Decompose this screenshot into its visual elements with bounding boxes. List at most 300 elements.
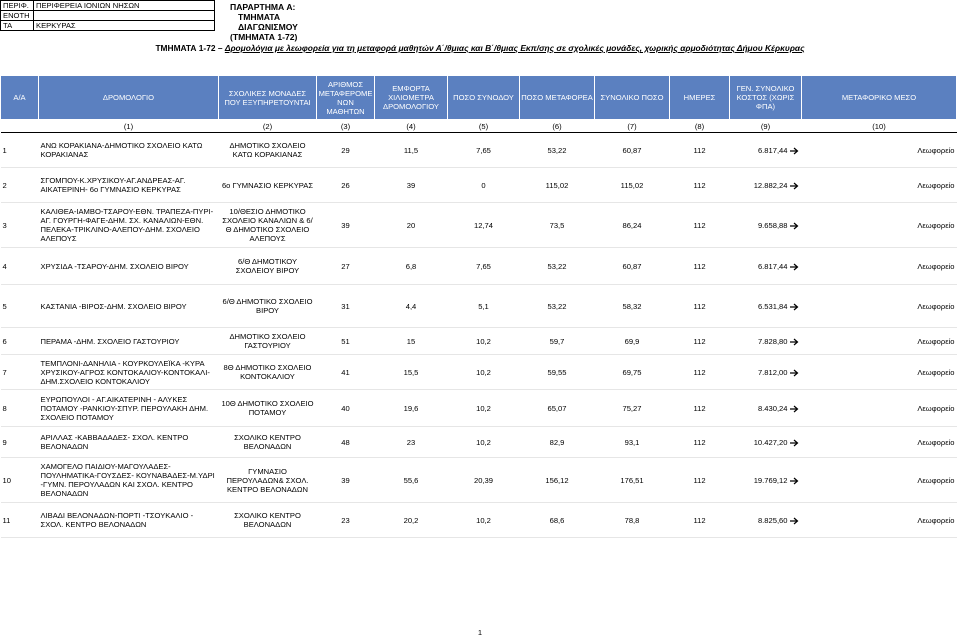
students-cell <box>317 133 375 168</box>
vehicle-cell-text: Λεωφορείο <box>917 220 955 230</box>
schools-cell-text: 8Θ ΔΗΜΟΤΙΚΟ ΣΧΟΛΕΙΟ ΚΟΝΤΟΚΑΛΙΟΥ <box>223 363 312 381</box>
col-header: ΓΕΝ. ΣΥΝΟΛΙΚΟ ΚΟΣΤΟΣ (ΧΩΡΙΣ ΦΠΑ) <box>730 76 802 120</box>
days-cell <box>670 390 730 427</box>
arrow-right-icon <box>788 369 800 377</box>
route-cell-text: ΠΕΡΑΜΑ -ΔΗΜ. ΣΧΟΛΕΙΟ ΓΑΣΤΟΥΡΙΟΥ <box>40 336 180 346</box>
value-ta: ΚΕΡΚΥΡΑΣ <box>34 21 215 31</box>
escort-cell-text: 0 <box>481 180 486 190</box>
schools-cell-text: 6ο ΓΥΜΝΑΣΙΟ ΚΕΡΚΥΡΑΣ <box>221 180 314 190</box>
col-header: ΣΧΟΛΙΚΕΣ ΜΟΝΑΔΕΣ ΠΟΥ ΕΞΥΠΗΡΕΤΟΥΝΤΑΙ <box>219 76 317 120</box>
table-row <box>1 328 957 355</box>
route-cell-text: ΚΑΣΤΑΝΙΑ -ΒΙΡΟΣ-ΔΗΜ. ΣΧΟΛΕΙΟ ΒΙΡΟΥ <box>40 301 187 311</box>
total-cell <box>595 503 670 538</box>
route-cell <box>39 203 219 248</box>
students-cell <box>317 203 375 248</box>
col-header: ΜΕΤΑΦΟΡΙΚΟ ΜΕΣΟ <box>802 76 957 120</box>
route-cell-text: ΑΝΩ ΚΟΡΑΚΙΑΝΑ-ΔΗΜΟΤΙΚΟ ΣΧΟΛΕΙΟ ΚΑΤΩ ΚΟΡΑΚΙΑΝΑΣ <box>40 141 203 159</box>
region-info-box <box>0 0 215 40</box>
route-cell <box>39 133 219 168</box>
cost-cell-text: 19.769,12 <box>753 475 788 485</box>
days-cell-text: 112 <box>693 403 706 413</box>
row-number <box>1 133 39 168</box>
col-number: (6) <box>520 120 595 133</box>
cost-cell <box>730 285 802 328</box>
schools-cell-text: ΣΧΟΛΙΚΟ ΚΕΝΤΡΟ ΒΕΛΟΝΑΔΩΝ <box>234 433 301 451</box>
carrier-cell <box>520 458 595 503</box>
total-cell-text: 69,9 <box>624 336 640 346</box>
km-cell-text: 6,8 <box>405 261 417 271</box>
days-cell-text: 112 <box>693 145 706 155</box>
escort-cell <box>448 285 520 328</box>
total-cell <box>595 328 670 355</box>
cost-cell <box>730 248 802 285</box>
vehicle-cell <box>802 458 957 503</box>
cost-cell <box>730 355 802 390</box>
km-cell <box>375 328 448 355</box>
cost-cell-text: 12.882,24 <box>753 180 788 190</box>
carrier-cell-text: 156,12 <box>545 475 569 485</box>
table-row <box>1 168 957 203</box>
cost-cell-text: 8.430,24 <box>757 403 788 413</box>
students-cell <box>317 427 375 458</box>
cost-cell <box>730 390 802 427</box>
total-cell <box>595 390 670 427</box>
vehicle-cell-text: Λεωφορείο <box>917 515 955 525</box>
route-cell <box>39 285 219 328</box>
days-cell <box>670 355 730 390</box>
cost-cell <box>730 427 802 458</box>
escort-cell <box>448 390 520 427</box>
col-header: ΕΜΦΟΡΤΑ ΧΙΛΙΟΜΕΤΡΑ ΔΡΟΜΟΛΟΓΙΟΥ <box>375 76 448 120</box>
schools-cell <box>219 427 317 458</box>
vehicle-cell <box>802 285 957 328</box>
row-number <box>1 458 39 503</box>
arrow-right-icon <box>788 147 800 155</box>
appendix-line: ΤΜΗΜΑΤΑ <box>238 12 281 22</box>
carrier-cell-text: 65,07 <box>547 403 567 413</box>
days-cell <box>670 168 730 203</box>
schools-cell <box>219 168 317 203</box>
appendix-line: ΠΑΡΑΡΤΗΜΑ Α: <box>230 2 296 12</box>
col-number: (5) <box>448 120 520 133</box>
total-cell <box>595 168 670 203</box>
cost-cell <box>730 203 802 248</box>
escort-cell-text: 7,65 <box>476 261 491 271</box>
col-number: (7) <box>595 120 670 133</box>
row-number <box>1 168 39 203</box>
schools-cell <box>219 133 317 168</box>
cost-cell-text: 9.658,88 <box>757 220 788 230</box>
column-number-row <box>1 120 957 133</box>
total-cell-text: 176,51 <box>620 475 644 485</box>
arrow-right-icon <box>788 477 800 485</box>
row-number <box>1 427 39 458</box>
vehicle-cell-text: Λεωφορείο <box>917 180 955 190</box>
students-cell <box>317 355 375 390</box>
table-row <box>1 285 957 328</box>
students-cell <box>317 168 375 203</box>
col-header: ΠΟΣΟ ΜΕΤΑΦΟΡΕΑ <box>520 76 595 120</box>
days-cell-text: 112 <box>693 515 706 525</box>
schools-cell-text: ΓΥΜΝΑΣΙΟ ΠΕΡΟΥΛΑΔΩΝ& ΣΧΟΛ. ΚΕΝΤΡΟ ΒΕΛΟΝΑΔΩΝ <box>226 466 309 494</box>
km-cell-text: 20,2 <box>403 515 419 525</box>
total-cell-text: 75,27 <box>622 403 642 413</box>
escort-cell <box>448 328 520 355</box>
cost-cell <box>730 133 802 168</box>
schools-cell-text: 6/Θ ΔΗΜΟΤΙΚΟΥ ΣΧΟΛΕΙΟΥ ΒΙΡΟΥ <box>235 257 300 275</box>
arrow-right-icon <box>788 405 800 413</box>
row-number-text: 4 <box>2 261 7 271</box>
students-cell-text: 41 <box>341 367 350 377</box>
carrier-cell-text: 82,9 <box>549 437 565 447</box>
total-cell <box>595 203 670 248</box>
carrier-cell <box>520 328 595 355</box>
row-number <box>1 203 39 248</box>
students-cell-text: 39 <box>341 475 350 485</box>
table-row <box>1 355 957 390</box>
carrier-cell <box>520 285 595 328</box>
subtitle-italic: Δρομολόγια με λεωφορεία για τη μεταφορά μαθητών Α΄/θμιας και Β΄/θμιας Εκπ/σης σε σχολικές μονάδες, χωρικής αρμοδιότητας Δήμου Κέρκυρας <box>224 43 805 53</box>
carrier-cell <box>520 203 595 248</box>
students-cell <box>317 503 375 538</box>
students-cell-text: 51 <box>341 336 350 346</box>
schools-cell <box>219 390 317 427</box>
row-number-text: 11 <box>2 515 11 525</box>
vehicle-cell-text: Λεωφορείο <box>917 261 955 271</box>
days-cell <box>670 203 730 248</box>
days-cell <box>670 458 730 503</box>
vehicle-cell <box>802 328 957 355</box>
label-enot: ΕΝΟΤΗ <box>1 11 34 21</box>
cost-cell <box>730 458 802 503</box>
escort-cell <box>448 168 520 203</box>
escort-cell <box>448 248 520 285</box>
total-cell <box>595 248 670 285</box>
row-number-text: 2 <box>2 180 7 190</box>
days-cell <box>670 285 730 328</box>
carrier-cell-text: 53,22 <box>547 301 567 311</box>
vehicle-cell-text: Λεωφορείο <box>917 145 955 155</box>
vehicle-cell <box>802 203 957 248</box>
arrow-right-icon <box>788 222 800 230</box>
cost-cell <box>730 328 802 355</box>
km-cell-text: 39 <box>406 180 416 190</box>
students-cell-text: 27 <box>341 261 350 271</box>
total-cell-text: 93,1 <box>624 437 640 447</box>
escort-cell <box>448 458 520 503</box>
col-number: (1) <box>39 120 219 133</box>
route-cell-text: ΤΕΜΠΛΟΝΙ-ΔΑΝΗΛΙΑ - ΚΟΥΡΚΟΥΛΕΪΚΑ -ΚΥΡΑ ΧΡΥΣΙΚΟΥ-ΑΓΡΟΣ ΚΟΝΤΟΚΑΛΙΟΥ-ΚΟΝΤΟΚΑΛΙ-ΔΗΜ.ΣΧΟΛΕΙΟ ΚΟΝΤΟΚΑΛΙΟΥ <box>40 358 210 386</box>
table-header-row <box>1 76 957 120</box>
total-cell <box>595 427 670 458</box>
students-cell-text: 29 <box>341 145 350 155</box>
carrier-cell-text: 53,22 <box>547 261 567 271</box>
students-cell-text: 48 <box>341 437 350 447</box>
schools-cell <box>219 203 317 248</box>
km-cell-text: 4,4 <box>405 301 417 311</box>
row-number-text: 10 <box>2 475 11 485</box>
total-cell <box>595 285 670 328</box>
escort-cell-text: 5,1 <box>478 301 489 311</box>
row-number <box>1 390 39 427</box>
route-cell <box>39 427 219 458</box>
escort-cell <box>448 503 520 538</box>
km-cell <box>375 355 448 390</box>
escort-cell-text: 20,39 <box>473 475 493 485</box>
total-cell-text: 58,32 <box>622 301 642 311</box>
days-cell-text: 112 <box>693 437 706 447</box>
schools-cell-text: 6/Θ ΔΗΜΟΤΙΚΟ ΣΧΟΛΕΙΟ ΒΙΡΟΥ <box>222 297 313 315</box>
km-cell-text: 15 <box>406 336 416 346</box>
row-number-text: 6 <box>2 336 7 346</box>
route-cell <box>39 168 219 203</box>
km-cell <box>375 427 448 458</box>
schools-cell-text: ΣΧΟΛΙΚΟ ΚΕΝΤΡΟ ΒΕΛΟΝΑΔΩΝ <box>234 511 301 529</box>
col-header: ΠΟΣΟ ΣΥΝΟΔΟΥ <box>448 76 520 120</box>
appendix-line: ΔΙΑΓΩΝΙΣΜΟΥ <box>238 22 298 32</box>
km-cell-text: 19,6 <box>403 403 419 413</box>
carrier-cell <box>520 248 595 285</box>
km-cell <box>375 390 448 427</box>
km-cell <box>375 285 448 328</box>
students-cell-text: 26 <box>341 180 350 190</box>
total-cell-text: 60,87 <box>622 145 642 155</box>
schools-cell-text: 10/ΘΕΣΙΟ ΔΗΜΟΤΙΚΟ ΣΧΟΛΕΙΟ ΚΑΝΑΛΙΩΝ & 6/Θ ΔΗΜΟΤΙΚΟ ΣΧΟΛΕΙΟ ΑΛΕΠΟΥΣ <box>222 207 313 243</box>
route-cell <box>39 355 219 390</box>
students-cell <box>317 390 375 427</box>
km-cell <box>375 458 448 503</box>
route-cell-text: ΛΙΒΑΔΙ ΒΕΛΟΝΑΔΩΝ-ΠΟΡΤΙ -ΤΣΟΥΚΑΛΙΟ - ΣΧΟΛ. ΚΕΝΤΡΟ ΒΕΛΟΝΑΔΩΝ <box>40 511 194 529</box>
students-cell-text: 23 <box>341 515 350 525</box>
escort-cell-text: 12,74 <box>473 220 493 230</box>
row-number-text: 8 <box>2 403 7 413</box>
col-header: Α/Α <box>1 76 39 120</box>
escort-cell-text: 10,2 <box>476 403 491 413</box>
col-number: (10) <box>802 120 957 133</box>
vehicle-cell <box>802 133 957 168</box>
total-cell-text: 86,24 <box>622 220 642 230</box>
row-number-text: 1 <box>2 145 7 155</box>
carrier-cell-text: 73,5 <box>549 220 565 230</box>
km-cell-text: 55,6 <box>403 475 419 485</box>
days-cell <box>670 248 730 285</box>
col-header: ΗΜΕΡΕΣ <box>670 76 730 120</box>
arrow-right-icon <box>788 439 800 447</box>
km-cell-text: 11,5 <box>403 145 419 155</box>
table-row <box>1 458 957 503</box>
km-cell <box>375 248 448 285</box>
students-cell <box>317 458 375 503</box>
vehicle-cell <box>802 355 957 390</box>
days-cell-text: 112 <box>693 261 706 271</box>
route-cell <box>39 328 219 355</box>
students-cell <box>317 248 375 285</box>
carrier-cell <box>520 427 595 458</box>
days-cell-text: 112 <box>693 301 706 311</box>
arrow-right-icon <box>788 303 800 311</box>
escort-cell <box>448 427 520 458</box>
vehicle-cell <box>802 168 957 203</box>
carrier-cell <box>520 355 595 390</box>
cost-cell <box>730 168 802 203</box>
schools-cell-text: ΔΗΜΟΤΙΚΟ ΣΧΟΛΕΙΟ ΓΑΣΤΟΥΡΙΟΥ <box>229 332 306 350</box>
col-number: (3) <box>317 120 375 133</box>
days-cell <box>670 328 730 355</box>
row-number-text: 7 <box>2 367 7 377</box>
km-cell <box>375 203 448 248</box>
students-cell-text: 39 <box>341 220 350 230</box>
total-cell-text: 60,87 <box>622 261 642 271</box>
schools-cell-text: ΔΗΜΟΤΙΚΟ ΣΧΟΛΕΙΟ ΚΑΤΩ ΚΟΡΑΚΙΑΝΑΣ <box>229 141 306 159</box>
students-cell-text: 40 <box>341 403 350 413</box>
row-number-text: 9 <box>2 437 7 447</box>
vehicle-cell-text: Λεωφορείο <box>917 437 955 447</box>
carrier-cell-text: 59,55 <box>547 367 567 377</box>
escort-cell <box>448 355 520 390</box>
col-number: (8) <box>670 120 730 133</box>
cost-cell-text: 7.812,00 <box>757 367 788 377</box>
cost-cell-text: 8.825,60 <box>757 515 788 525</box>
vehicle-cell <box>802 503 957 538</box>
escort-cell-text: 7,65 <box>476 145 491 155</box>
appendix-title <box>230 2 350 42</box>
route-cell-text: ΣΓΟΜΠΟΥ-Κ.ΧΡΥΣΙΚΟΥ-ΑΓ.ΑΝΔΡΕΑΣ-ΑΓ. ΑΙΚΑΤΕΡΙΝΗ- 6ο ΓΥΜΝΑΣΙΟ ΚΕΡΚΥΡΑΣ <box>40 176 186 194</box>
escort-cell-text: 10,2 <box>476 437 491 447</box>
row-number <box>1 328 39 355</box>
value-periph: ΠΕΡΙΦΕΡΕΙΑ ΙΟΝΙΩΝ ΝΗΣΩΝ <box>34 1 215 11</box>
value-enot <box>34 11 215 21</box>
carrier-cell-text: 59,7 <box>549 336 565 346</box>
km-cell-text: 15,5 <box>403 367 419 377</box>
carrier-cell <box>520 133 595 168</box>
route-cell-text: ΚΑΛΙΘΕΑ-ΙΑΜΒΟ-ΤΣΑΡΟΥ-ΕΘΝ. ΤΡΑΠΕΖΑ-ΠΥΡΙ-ΑΓ. ΓΟΥΡΓΗ-ΦΑΓΕ-ΔΗΜ. ΣΧ. ΚΑΝΑΛΙΩΝ-ΕΘΝ. ΠΕΛΕΚΑ-ΤΡΙΚΛΙΝΟ-ΑΛΕΠΟΥ-ΔΗΜ. ΣΧΟΛΕΙΟ ΑΛΕΠΟΥΣ <box>40 207 214 243</box>
document-subtitle <box>0 43 960 53</box>
route-cell-text: ΧΑΜΟΓΕΛΟ ΠΑΙΔΙΟΥ-ΜΑΓΟΥΛΑΔΕΣ-ΠΟΥΛΗΜΑΤΙΚΑ-ΓΟΥΣΔΕΣ- ΚΟΥΝΑΒΑΔΕΣ-Μ.ΥΔΡΙ -ΓΥΜΝ. ΠΕΡΟΥΛΑΔΩΝ ΚΑΙ ΣΧΟΛ. ΚΕΝΤΡΟ ΒΕΛΟΝΑΔΩΝ <box>40 462 215 498</box>
escort-cell-text: 10,2 <box>476 515 491 525</box>
table-row <box>1 248 957 285</box>
schools-cell <box>219 248 317 285</box>
route-cell-text: ΕΥΡΩΠΟΥΛΟΙ - ΑΓ.ΑΙΚΑΤΕΡΙΝΗ - ΑΛΥΚΕΣ ΠΟΤΑΜΟΥ -ΡΑΝΚΙΟΥ-ΣΠΥΡ. ΠΕΡΟΥΛΑΚΗ ΔΗΜ. ΣΧΟΛΕΙΟ ΠΟΤΑΜΟΥ <box>40 394 209 422</box>
col-header: ΣΥΝΟΛΙΚΟ ΠΟΣΟ <box>595 76 670 120</box>
vehicle-cell-text: Λεωφορείο <box>917 301 955 311</box>
col-number: (9) <box>730 120 802 133</box>
col-header: ΑΡΙΘΜΟΣ ΜΕΤΑΦΕΡΟΜΕ ΝΩΝ ΜΑΘΗΤΩΝ <box>317 76 375 120</box>
cost-cell-text: 7.828,80 <box>757 336 788 346</box>
col-header: ΔΡΟΜΟΛΟΓΙΟ <box>39 76 219 120</box>
km-cell <box>375 503 448 538</box>
cost-cell-text: 6.817,44 <box>757 145 788 155</box>
schools-cell <box>219 503 317 538</box>
escort-cell <box>448 203 520 248</box>
total-cell-text: 78,8 <box>624 515 640 525</box>
days-cell-text: 112 <box>693 336 706 346</box>
cost-cell-text: 6.817,44 <box>757 261 788 271</box>
routes-table <box>0 75 957 538</box>
cost-cell <box>730 503 802 538</box>
escort-cell-text: 10,2 <box>476 367 491 377</box>
subtitle-start: ΤΜΗΜΑΤΑ 1-72 – <box>155 43 225 53</box>
carrier-cell-text: 53,22 <box>547 145 567 155</box>
schools-cell <box>219 355 317 390</box>
carrier-cell <box>520 168 595 203</box>
days-cell <box>670 427 730 458</box>
label-ta: ΤΑ <box>1 21 34 31</box>
km-cell <box>375 168 448 203</box>
total-cell <box>595 355 670 390</box>
col-number: (2) <box>219 120 317 133</box>
route-cell-text: ΑΡΙΛΛΑΣ -ΚΑΒΒΑΔΑΔΕΣ- ΣΧΟΛ. ΚΕΝΤΡΟ ΒΕΛΟΝΑΔΩΝ <box>40 433 189 451</box>
route-cell-text: ΧΡΥΣΙΔΑ -ΤΣΑΡΟΥ-ΔΗΜ. ΣΧΟΛΕΙΟ ΒΙΡΟΥ <box>40 261 189 271</box>
vehicle-cell <box>802 427 957 458</box>
table-row <box>1 427 957 458</box>
students-cell <box>317 285 375 328</box>
schools-cell-text: 10Θ ΔΗΜΟΤΙΚΟ ΣΧΟΛΕΙΟ ΠΟΤΑΜΟΥ <box>221 399 314 417</box>
carrier-cell <box>520 390 595 427</box>
route-cell <box>39 503 219 538</box>
days-cell-text: 112 <box>693 220 706 230</box>
days-cell-text: 112 <box>693 180 706 190</box>
carrier-cell <box>520 503 595 538</box>
total-cell <box>595 133 670 168</box>
arrow-right-icon <box>788 338 800 346</box>
carrier-cell-text: 68,6 <box>549 515 565 525</box>
route-cell <box>39 390 219 427</box>
arrow-right-icon <box>788 517 800 525</box>
carrier-cell-text: 115,02 <box>545 180 569 190</box>
days-cell <box>670 503 730 538</box>
route-cell <box>39 458 219 503</box>
row-number <box>1 355 39 390</box>
page-number: 1 <box>477 628 483 637</box>
schools-cell <box>219 328 317 355</box>
row-number-text: 3 <box>2 220 7 230</box>
total-cell-text: 69,75 <box>622 367 642 377</box>
schools-cell <box>219 285 317 328</box>
km-cell <box>375 133 448 168</box>
cost-cell-text: 10.427,20 <box>753 437 788 447</box>
vehicle-cell-text: Λεωφορείο <box>917 403 955 413</box>
days-cell-text: 112 <box>693 475 706 485</box>
km-cell-text: 23 <box>406 437 416 447</box>
appendix-line: (ΤΜΗΜΑΤΑ 1-72) <box>230 32 298 42</box>
escort-cell-text: 10,2 <box>476 336 491 346</box>
total-cell <box>595 458 670 503</box>
table-row <box>1 503 957 538</box>
total-cell-text: 115,02 <box>620 180 644 190</box>
row-number <box>1 503 39 538</box>
arrow-right-icon <box>788 182 800 190</box>
schools-cell <box>219 458 317 503</box>
col-number <box>1 120 39 133</box>
vehicle-cell <box>802 248 957 285</box>
escort-cell <box>448 133 520 168</box>
students-cell-text: 31 <box>341 301 350 311</box>
arrow-right-icon <box>788 263 800 271</box>
km-cell-text: 20 <box>406 220 416 230</box>
row-number <box>1 248 39 285</box>
table-row <box>1 390 957 427</box>
vehicle-cell-text: Λεωφορείο <box>917 475 955 485</box>
row-number-text: 5 <box>2 301 7 311</box>
route-cell <box>39 248 219 285</box>
students-cell <box>317 328 375 355</box>
cost-cell-text: 6.531,84 <box>757 301 788 311</box>
row-number <box>1 285 39 328</box>
vehicle-cell <box>802 390 957 427</box>
vehicle-cell-text: Λεωφορείο <box>917 367 955 377</box>
col-number: (4) <box>375 120 448 133</box>
table-row <box>1 203 957 248</box>
